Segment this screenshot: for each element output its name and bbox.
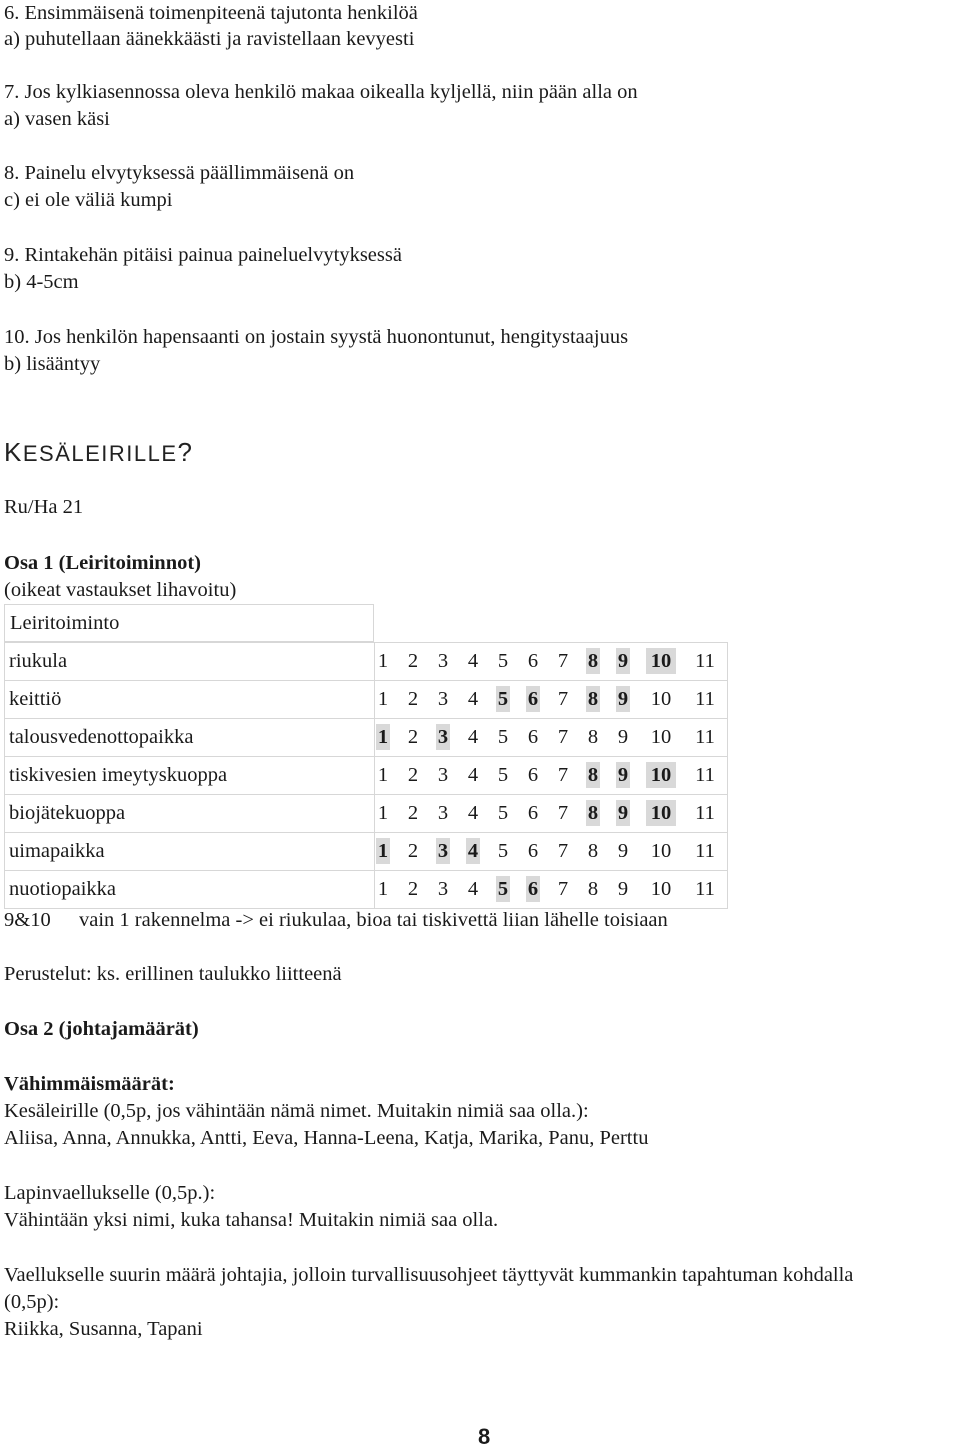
number-option: 10: [650, 726, 672, 748]
table-row: [4, 832, 728, 870]
number-option: 5: [497, 840, 509, 862]
number-option: 9: [617, 840, 629, 862]
number-option: 8: [587, 878, 599, 900]
number-option: 8: [587, 688, 599, 710]
number-option: 9: [617, 726, 629, 748]
question-8: 8. Painelu elvytyksessä päällimmäisenä on: [4, 162, 355, 184]
number-option: 9: [617, 688, 629, 710]
activity-name: tiskivesien imeytyskuoppa: [9, 764, 228, 786]
activity-name: keittiö: [9, 688, 62, 710]
number-option: 3: [437, 688, 449, 710]
page-number: 8: [478, 1424, 491, 1449]
table-row: [4, 870, 728, 908]
hike-max-line: Vaellukselle suurin määrä johtajia, jolloin turvallisuusohjeet täyttyvät kummankin tapahtuman kohdalla: [4, 1264, 854, 1286]
number-option: 2: [407, 840, 419, 862]
number-option: 2: [407, 764, 419, 786]
part1-subtitle: (oikeat vastaukset lihavoitu): [4, 579, 237, 601]
table-vertical-border: [4, 642, 5, 908]
number-option: 8: [587, 840, 599, 862]
number-option: 2: [407, 688, 419, 710]
lapland-hike-line: Lapinvaellukselle (0,5p.):: [4, 1182, 216, 1204]
number-option: 10: [646, 800, 676, 826]
number-option: 1: [377, 650, 389, 672]
table-row: [4, 756, 728, 794]
number-option: 4: [467, 878, 479, 900]
number-option: 8: [587, 802, 599, 824]
number-option: 7: [557, 840, 569, 862]
number-option: 6: [527, 802, 539, 824]
question-7: 7. Jos kylkiasennossa oleva henkilö makaa oikealla kyljellä, niin pään alla on: [4, 81, 638, 103]
number-option: 1: [377, 688, 389, 710]
activity-name: biojätekuoppa: [9, 802, 126, 824]
number-option: 8: [587, 726, 599, 748]
number-option: 11: [695, 840, 715, 862]
activity-name: nuotiopaikka: [9, 878, 117, 900]
number-option: 4: [467, 726, 479, 748]
number-option: 7: [557, 650, 569, 672]
number-option: 8: [587, 650, 599, 672]
activity-name: uimapaikka: [9, 840, 105, 862]
number-option: 3: [437, 726, 449, 748]
number-option: 6: [527, 840, 539, 862]
number-option: 1: [377, 802, 389, 824]
table-row: [4, 642, 728, 680]
number-option: 8: [587, 764, 599, 786]
lapland-hike-names: Vähintään yksi nimi, kuka tahansa! Muitakin nimiä saa olla.: [4, 1209, 499, 1231]
number-option: 6: [527, 764, 539, 786]
number-option: 10: [650, 688, 672, 710]
number-option: 5: [497, 878, 509, 900]
number-option: 4: [467, 764, 479, 786]
number-option: 3: [437, 802, 449, 824]
activity-name: riukula: [9, 650, 68, 672]
answer-9: b) 4-5cm: [4, 271, 79, 293]
number-option: 11: [695, 688, 715, 710]
table-header-label: Leiritoiminto: [10, 612, 120, 634]
number-option: 6: [527, 878, 539, 900]
answer-10: b) lisääntyy: [4, 353, 101, 375]
part1-title: Osa 1 (Leiritoiminnot): [4, 552, 202, 574]
number-option: 4: [467, 688, 479, 710]
number-option: 11: [695, 764, 715, 786]
table-header-cell: [4, 604, 374, 642]
table-row: [4, 680, 728, 718]
number-option: 11: [695, 650, 715, 672]
number-option: 9: [617, 764, 629, 786]
number-option: 1: [377, 878, 389, 900]
answer-8: c) ei ole väliä kumpi: [4, 189, 173, 211]
number-option: 7: [557, 802, 569, 824]
table-row: [4, 718, 728, 756]
table-row: [4, 794, 728, 832]
number-option: 2: [407, 726, 419, 748]
number-option: 7: [557, 726, 569, 748]
hike-max-names: Riikka, Susanna, Tapani: [4, 1318, 203, 1340]
number-option: 7: [557, 688, 569, 710]
number-option: 7: [557, 878, 569, 900]
number-option: 10: [646, 648, 676, 674]
number-option: 6: [527, 688, 539, 710]
number-option: 5: [497, 726, 509, 748]
number-option: 4: [467, 840, 479, 862]
number-option: 6: [527, 650, 539, 672]
document-code: Ru/Ha 21: [4, 496, 84, 518]
number-option: 1: [377, 726, 389, 748]
number-option: 9: [617, 802, 629, 824]
number-option: 10: [650, 840, 672, 862]
answer-6: a) puhutellaan äänekkäästi ja ravistellaan kevyesti: [4, 28, 415, 50]
number-option: 9: [617, 878, 629, 900]
table-vertical-border: [727, 642, 728, 908]
number-option: 9: [617, 650, 629, 672]
table-vertical-border: [374, 642, 375, 908]
number-option: 6: [527, 726, 539, 748]
note-text: vain 1 rakennelma -> ei riukulaa, bioa tai tiskivettä liian lähelle toisiaan: [79, 909, 668, 931]
answer-7: a) vasen käsi: [4, 108, 110, 130]
basis-text: Perustelut: ks. erillinen taulukko liitteenä: [4, 963, 342, 985]
part2-title: Osa 2 (johtajamäärät): [4, 1018, 199, 1040]
question-6: 6. Ensimmäisenä toimenpiteenä tajutonta henkilöä: [4, 2, 418, 24]
number-option: 4: [467, 802, 479, 824]
number-option: 1: [377, 764, 389, 786]
question-10: 10. Jos henkilön hapensaanti on jostain syystä huonontunut, hengitystaajuus: [4, 326, 629, 348]
number-option: 10: [646, 762, 676, 788]
note-label: 9&10: [4, 909, 51, 931]
number-option: 3: [437, 878, 449, 900]
hike-max-points: (0,5p):: [4, 1291, 60, 1313]
number-option: 11: [695, 878, 715, 900]
number-option: 7: [557, 764, 569, 786]
number-option: 11: [695, 802, 715, 824]
number-option: 4: [467, 650, 479, 672]
number-option: 5: [497, 688, 509, 710]
number-option: 5: [497, 650, 509, 672]
summer-camp-names: Aliisa, Anna, Annukka, Antti, Eeva, Hanna-Leena, Katja, Marika, Panu, Perttu: [4, 1127, 649, 1149]
summer-camp-line: Kesäleirille (0,5p, jos vähintään nämä nimet. Muitakin nimiä saa olla.):: [4, 1100, 589, 1122]
section-heading: KESÄLEIRILLE?: [4, 437, 194, 467]
number-option: 2: [407, 802, 419, 824]
number-option: 1: [377, 840, 389, 862]
number-option: 10: [650, 878, 672, 900]
number-option: 2: [407, 878, 419, 900]
activity-name: talousvedenottopaikka: [9, 726, 194, 748]
number-option: 2: [407, 650, 419, 672]
number-option: 5: [497, 764, 509, 786]
number-option: 11: [695, 726, 715, 748]
minimum-amounts-title: Vähimmäismäärät:: [4, 1073, 175, 1095]
number-option: 3: [437, 764, 449, 786]
number-option: 3: [437, 840, 449, 862]
question-9: 9. Rintakehän pitäisi painua paineluelvytyksessä: [4, 244, 402, 266]
number-option: 5: [497, 802, 509, 824]
number-option: 3: [437, 650, 449, 672]
